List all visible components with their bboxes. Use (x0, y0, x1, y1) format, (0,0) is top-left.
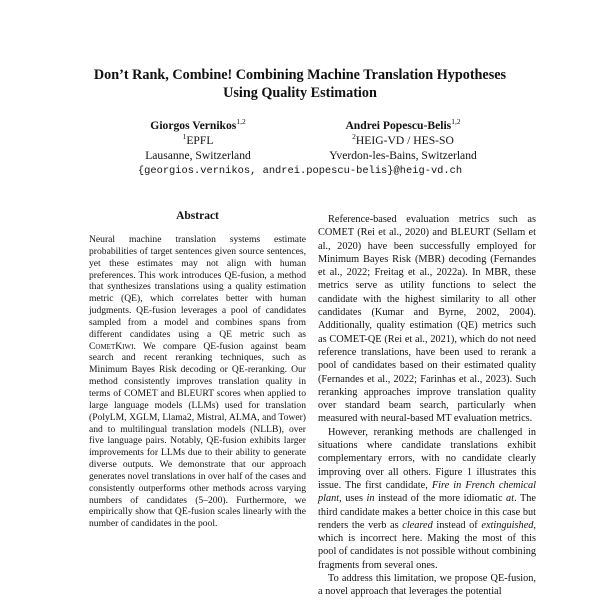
left-column (89, 210, 306, 530)
p2-em-in: in (366, 493, 375, 505)
p2-part-d: . The third candidate makes a better choice in this case but renders the verb as (318, 493, 536, 531)
author-1-name: Giorgos Vernikos (150, 119, 237, 132)
abstract-heading: Abstract (176, 210, 219, 222)
body-paragraph-3: To address this limitation, we propose QE-fusion, a novel approach that leverages the potential (318, 573, 536, 598)
p2-part-f: , which is incorrect here. Making the most of this pool of candidates is not possible without combining fragments from several ones. (318, 519, 536, 571)
author-1-affiliation: EPFL (186, 134, 214, 147)
author-1-aff-sup: 1 (182, 132, 187, 141)
p2-em-cleared: cleared (402, 519, 433, 531)
p2-em-fire: Fire in French chemical plant (318, 479, 536, 505)
p2-part-b: , uses (339, 493, 367, 505)
p2-em-at: at (506, 493, 515, 505)
paper-title (60, 66, 540, 102)
author-2-name: Andrei Popescu-Belis (345, 119, 452, 132)
author-2-aff-sup: 2 (352, 132, 356, 141)
author-1-location: Lausanne, Switzerland (145, 149, 251, 162)
cometkiwi-term: CometKiwi (89, 340, 134, 352)
author-2-affiliation: HEIG-VD / HES-SO (355, 134, 454, 147)
author-2-sup: 1,2 (451, 117, 461, 126)
author-email: {georgios.vernikos, andrei.popescu-belis}@heig-vd.ch (137, 165, 463, 177)
body-paragraph-2 (318, 426, 536, 572)
author-1 (118, 118, 278, 163)
p2-part-a: However, reranking methods are challenged in situations where candidate translations exhibit complementary errors, with no candidate clearly improving over all others. Figure 1 illustrates this issue. The first candidate, (318, 426, 536, 491)
body-paragraph-1: Reference-based evaluation metrics such as COMET (Rei et al., 2020) and BLEURT (Sellam et al., 2020) have been successfully employed for Minimum Bayes Risk (MBR) decoding (Fernandes et al., 2022; Freitag et al., 2022a). In MBR, these metrics serve as utility functions to select the candidate with the highest similarity to all other candidates (Kumar and Byrne, 2002, 2004). Additionally, quality estimation (QE) metrics such as COMET-QE (Rei et al., 2021), which do not need reference translations, have been used to rerank a pool of candidates based on their estimated quality (Fernandes et al., 2022; Farinhas et al., 2023). Such reranking approaches improve translation quality over standard beam search, particularly when measured with neural-based MT evaluation metrics. (318, 214, 536, 425)
p2-em-extinguished: extinguished (481, 519, 534, 531)
abstract-part-b: . We compare QE-fusion against beam search and recent reranking techniques, such as Minimum Bayes Risk decoding or QE-reranking. Our method consistently improves translation quality in terms of COMET and BLEURT scores when applied to large language models (LLMs) used for translation (PolyLM, XGLM, Llama2, Mistral, ALMA, and Tower) and to multilingual translation models (NLLB), over five language pairs. Notably, QE-fusion exhibits larger improvements for LLMs due to their ability to generate diverse outputs. We demonstrate that our approach generates novel translations in over half of the cases and consistently outperforms other methods across varying numbers of candidates (5–200). Furthermore, we empirically show that QE-fusion scales linearly with the number of candidates in the pool. (89, 340, 306, 530)
author-1-sup: 1,2 (236, 117, 246, 126)
author-2-location: Yverdon-les-Bains, Switzerland (329, 149, 477, 162)
author-2 (308, 118, 498, 163)
title-line-2: Using Quality Estimation (223, 85, 377, 101)
abstract-part-a: Neural machine translation systems estimate probabilities of target sentences given source sentences, yet these estimates may not align with human preferences. This work introduces QE-fusion, a method that synthesizes translations using a quality estimation metric (QE), which correlates better with human judgments. QE-fusion leverages a pool of candidates sampled from a model and combines spans from different candidates using a QE metric such as (89, 234, 306, 340)
abstract-text (89, 234, 306, 530)
p2-part-e: instead of (432, 519, 482, 531)
right-column (318, 210, 536, 599)
title-line-1: Don’t Rank, Combine! Combining Machine Translation Hypotheses (93, 67, 507, 83)
p2-part-c: instead of the more idiomatic (374, 493, 507, 505)
